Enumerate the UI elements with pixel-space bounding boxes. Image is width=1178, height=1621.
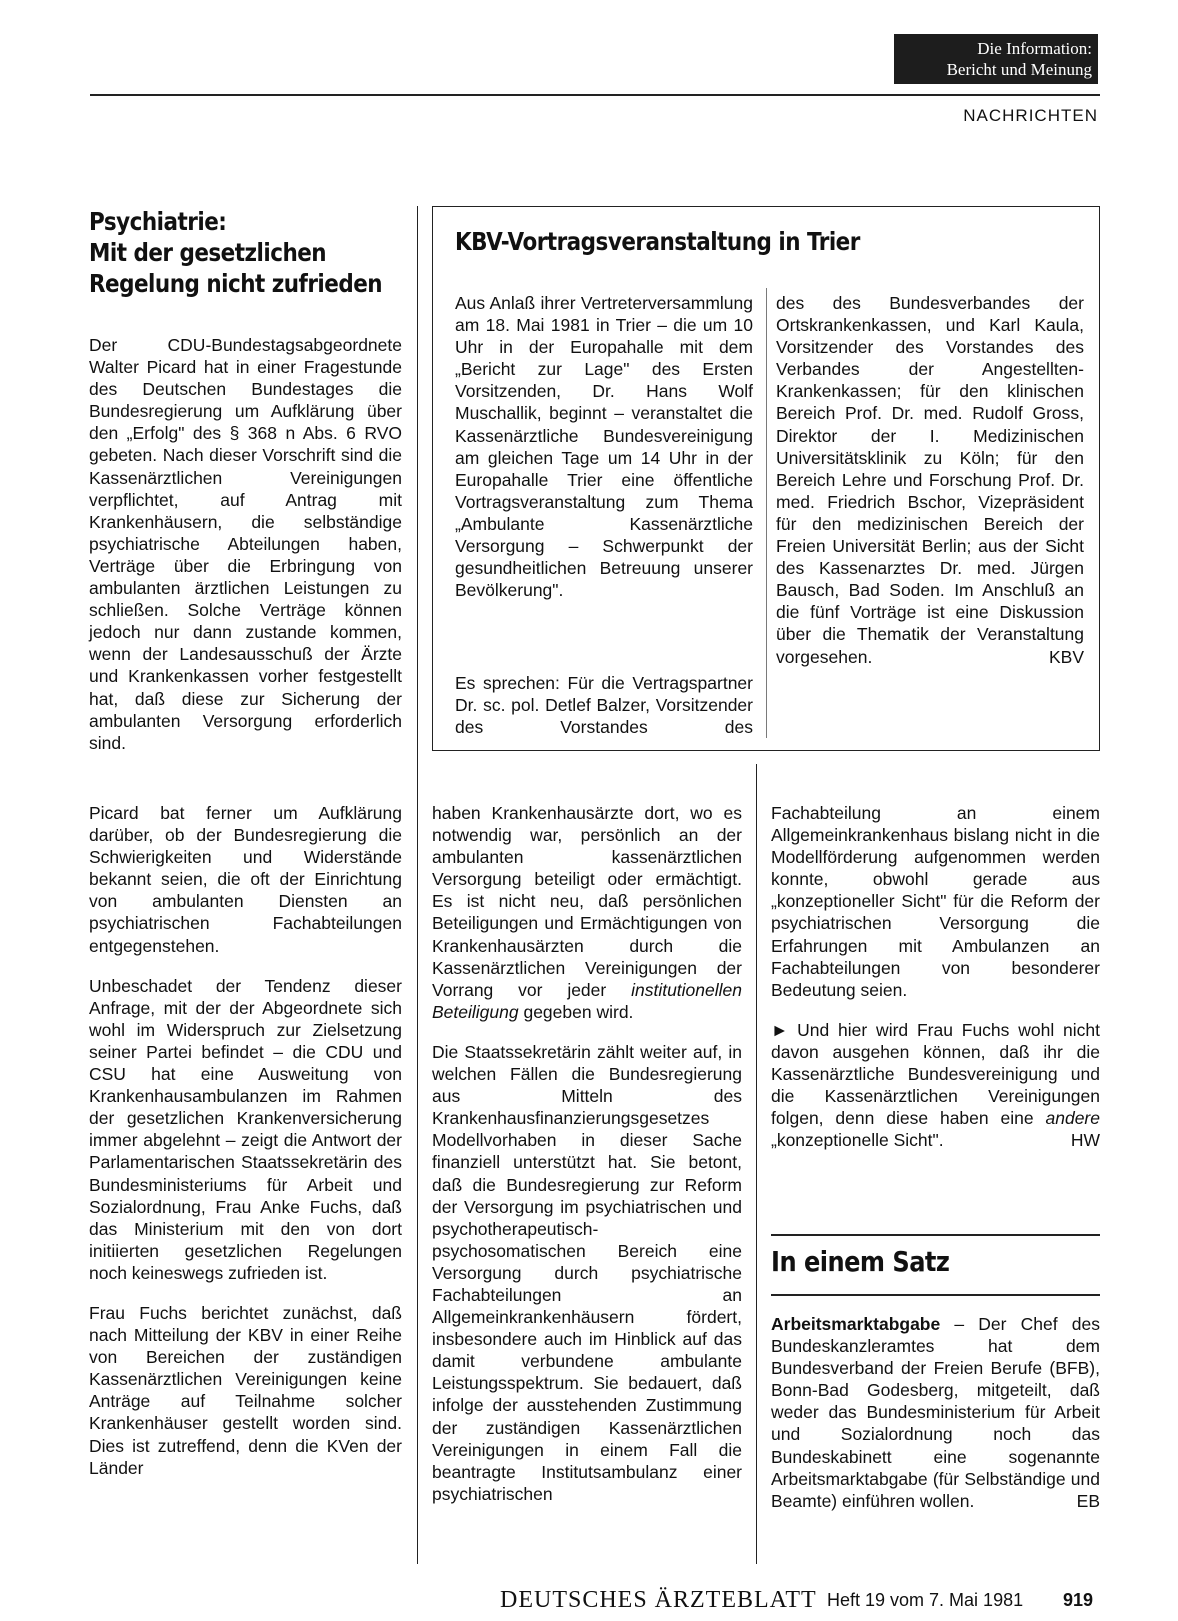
footer-journal-title: DEUTSCHES ÄRZTEBLATT: [500, 1587, 817, 1613]
article2-signature: KBV: [1048, 646, 1084, 667]
header-rule: [90, 94, 1100, 96]
footer-page-number: 919: [1063, 1590, 1094, 1610]
article2-paragraph2: Es sprechen: Für die Vertragspartner Dr. sc. pol. Detlef Balzer, Vorsitzender des Vorstandes des: [455, 673, 753, 738]
article1-column1-top: [89, 334, 402, 754]
section-tag-line2: Bericht und Meinung: [946, 60, 1092, 79]
article3-lead: Arbeitsmarktabgabe: [771, 1314, 941, 1334]
article1-paragraph5-emphasis: institutionellen Beteiligung: [432, 979, 742, 1022]
article1-paragraph5: [432, 802, 742, 1023]
article2-paragraph2-continued: des des Bundesverbandes der Ortskrankenkassen, und Karl Kaula, Vorsitzender des Vorstandes des Verbandes der Angestellten-Krankenkassen; für den klinischen Bereich Prof. Dr. med. Rudolf Gross, Direktor der I. Medizinischen Universitätsklinik zu Köln; für den Bereich Lehre und Forschung Prof. Dr. med. Friedrich Bschor, Vizepräsident für den medizinischen Bereich der Freien Universität Berlin; aus der Sicht des Kassenarztes Dr. med. Jürgen Bausch, Bad Soden. Im Anschluß an die fünf Vorträge ist eine Diskussion über die Thematik der Veranstaltung vorgesehen. KBV: [776, 293, 1084, 667]
article1-signature: HW: [1070, 1130, 1100, 1151]
article1-paragraph3: Unbeschadet der Tendenz dieser Anfrage, mit der der Abgeordnete sich wohl im Widerspruch zur Zielsetzung seiner Partei befindet – die CDU und CSU hat eine Ausweitung von Krankenhausambulanzen im Rahmen der gesetzlichen Krankenversicherung immer abgelehnt – zeigt die Antwort der Parlamentarischen Staatssekretärin des Bundesministeriums für Arbeit und Sozialordnung, Frau Anke Fuchs, daß das Ministerium mit den von dort initiierten gesetzlichen Regelungen noch keineswegs zufrieden ist.: [89, 975, 402, 1283]
article2-headline: KBV-Vortragsveranstaltung in Trier: [455, 227, 860, 256]
article3-signature: EB: [1076, 1490, 1100, 1511]
article3-paragraph: [771, 1313, 1100, 1512]
article1-paragraph2: Picard bat ferner um Aufklärung darüber, ob der Bundesregierung die Schwierigkeiten und Widerstände bekannt seien, die oft der Einrichtung von ambulanten Diensten an psychiatrischen Fachabteilungen entgegenstehen.: [89, 803, 402, 956]
article1-headline-line3: Regelung nicht zufrieden: [89, 269, 383, 298]
article1-paragraph8-text: ► Und hier wird Frau Fuchs wohl nicht davon ausgehen können, daß ihr die Kassenärztliche Bundesvereinigung und die Kassenärztlichen Vereinigungen folgen, denn diese haben eine: [771, 1019, 1100, 1129]
article3-top-rule: [771, 1234, 1100, 1236]
article2-column1: [455, 292, 753, 601]
article3-headline: In einem Satz: [771, 1245, 950, 1278]
article1-column1-bottom: [89, 802, 402, 1479]
article1-paragraph5-text: haben Krankenhausärzte dort, wo es notwendig war, persönlich an der ambulanten kassenärztlichen Versorgung beteiligt oder ermächtigt. Es ist nicht neu, daß persönlichen Beteiligungen und Ermächtigungen von Krankenhausärzten durch die Kassenärztlichen Vereinigungen der Vorrang vor jeder: [432, 803, 742, 1000]
column-divider-right: [756, 764, 757, 1564]
section-label: NACHRICHTEN: [963, 106, 1098, 125]
article1-paragraph6: Die Staatssekretärin zählt weiter auf, in welchen Fällen die Bundesregierung aus Mitteln des Krankenhausfinanzierungsgesetzes Modellvorhaben in dieser Sache finanziell unterstützt hat. Sie betont, daß die Bundesregierung zur Reform der Versorgung im psychiatrischen und psychotherapeutisch-psychosomatischen Bereich eine Versorgung durch psychiatrische Fachabteilungen an Allgemeinkrankenhäusern fördert, insbesondere auch im Hinblick auf das damit verbundene ambulante Leistungsspektrum. Sie bedauert, daß infolge der ausstehenden Zustimmung der zuständigen Kassenärztlichen Vereinigungen in einem Fall die beantragte Institutsambulanz einer psychiatrischen: [432, 1041, 742, 1504]
article1-paragraph8-tail: „konzeptionelle Sicht".: [771, 1130, 944, 1151]
article2-column3: [776, 292, 1084, 668]
article1-paragraph5-tail: gegeben wird.: [518, 1001, 634, 1022]
article1-column3: [771, 802, 1100, 1151]
article1-paragraph8-emphasis: andere: [1045, 1108, 1100, 1129]
article2-column2: [455, 672, 753, 738]
article1-headline-line2: Mit der gesetzlichen: [89, 238, 327, 267]
section-tag-line1: Die Information:: [977, 39, 1092, 58]
article1-paragraph4: Frau Fuchs berichtet zunächst, daß nach Mitteilung der KBV in einer Reihe von Bereichen der zuständigen Kassenärztlichen Vereinigungen keine Anträge auf Teilnahme solcher Krankenhäuser gestellt worden sind. Dies ist zutreffend, denn die KVen der Länder: [89, 1302, 402, 1478]
article3-body: – Der Chef des Bundeskanzleramtes hat dem Bundesverband der Freien Berufe (BFB), Bonn-Bad Godesberg, mitgeteilt, daß weder das Bundesministerium für Arbeit und Sozialordnung noch das Bundeskabinett eine sogenannte Arbeitsmarktabgabe (für Selbständige und Beamte) einführen wollen.: [771, 1314, 1100, 1511]
article1-headline-line1: Psychiatrie:: [89, 207, 227, 236]
article3-column: [771, 1313, 1100, 1512]
article2-paragraph1: Aus Anlaß ihrer Vertreterversammlung am 18. Mai 1981 in Trier – die um 10 Uhr in der Europahalle mit dem „Bericht zur Lage" des Ersten Vorsitzenden, Dr. Hans Wolf Muschallik, beginnt – veranstaltet die Kassenärztliche Bundesvereinigung am gleichen Tage um 14 Uhr in der Europahalle Trier eine öffentliche Vortragsveranstaltung zum Thema „Ambulante Kassenärztliche Versorgung – Schwerpunkt der gesundheitlichen Betreuung unserer Bevölkerung".: [455, 293, 753, 601]
article1-column2: [432, 802, 742, 1505]
article3-headline-rule: [771, 1294, 1100, 1296]
column-divider-left: [417, 206, 418, 1564]
article1-headline: [89, 206, 382, 299]
footer-issue: Heft 19 vom 7. Mai 1981: [827, 1590, 1024, 1610]
article1-paragraph8: [771, 1019, 1100, 1152]
article1-paragraph1: Der CDU-Bundestagsabgeordnete Walter Picard hat in einer Fragestunde des Deutschen Bundestages die Bundesregierung um Aufklärung über den „Erfolg" des § 368 n Abs. 6 RVO gebeten. Nach dieser Vorschrift sind die Kassenärztlichen Vereinigungen verpflichtet, auf Antrag mit Krankenhäusern, die selbständige psychiatrische Abteilungen haben, Verträge über die Erbringung von ambulanten ärztlichen Leistungen zu schließen. Solche Verträge können jedoch nur dann zustande kommen, wenn der Landesausschuß der Ärzte und Krankenkassen vorher festgestellt hat, daß diese zur Sicherung der ambulanten Versorgung erforderlich sind.: [89, 335, 402, 753]
section-tag-box: [894, 34, 1098, 84]
article1-paragraph7: Fachabteilung an einem Allgemeinkrankenhaus bislang nicht in die Modellförderung aufgenommen werden konnte, obwohl gerade aus „konzeptioneller Sicht" für die Reform der psychiatrischen Versorgung die Erfahrungen mit Ambulanzen an Fachabteilungen von besonderer Bedeutung seien.: [771, 803, 1100, 1000]
